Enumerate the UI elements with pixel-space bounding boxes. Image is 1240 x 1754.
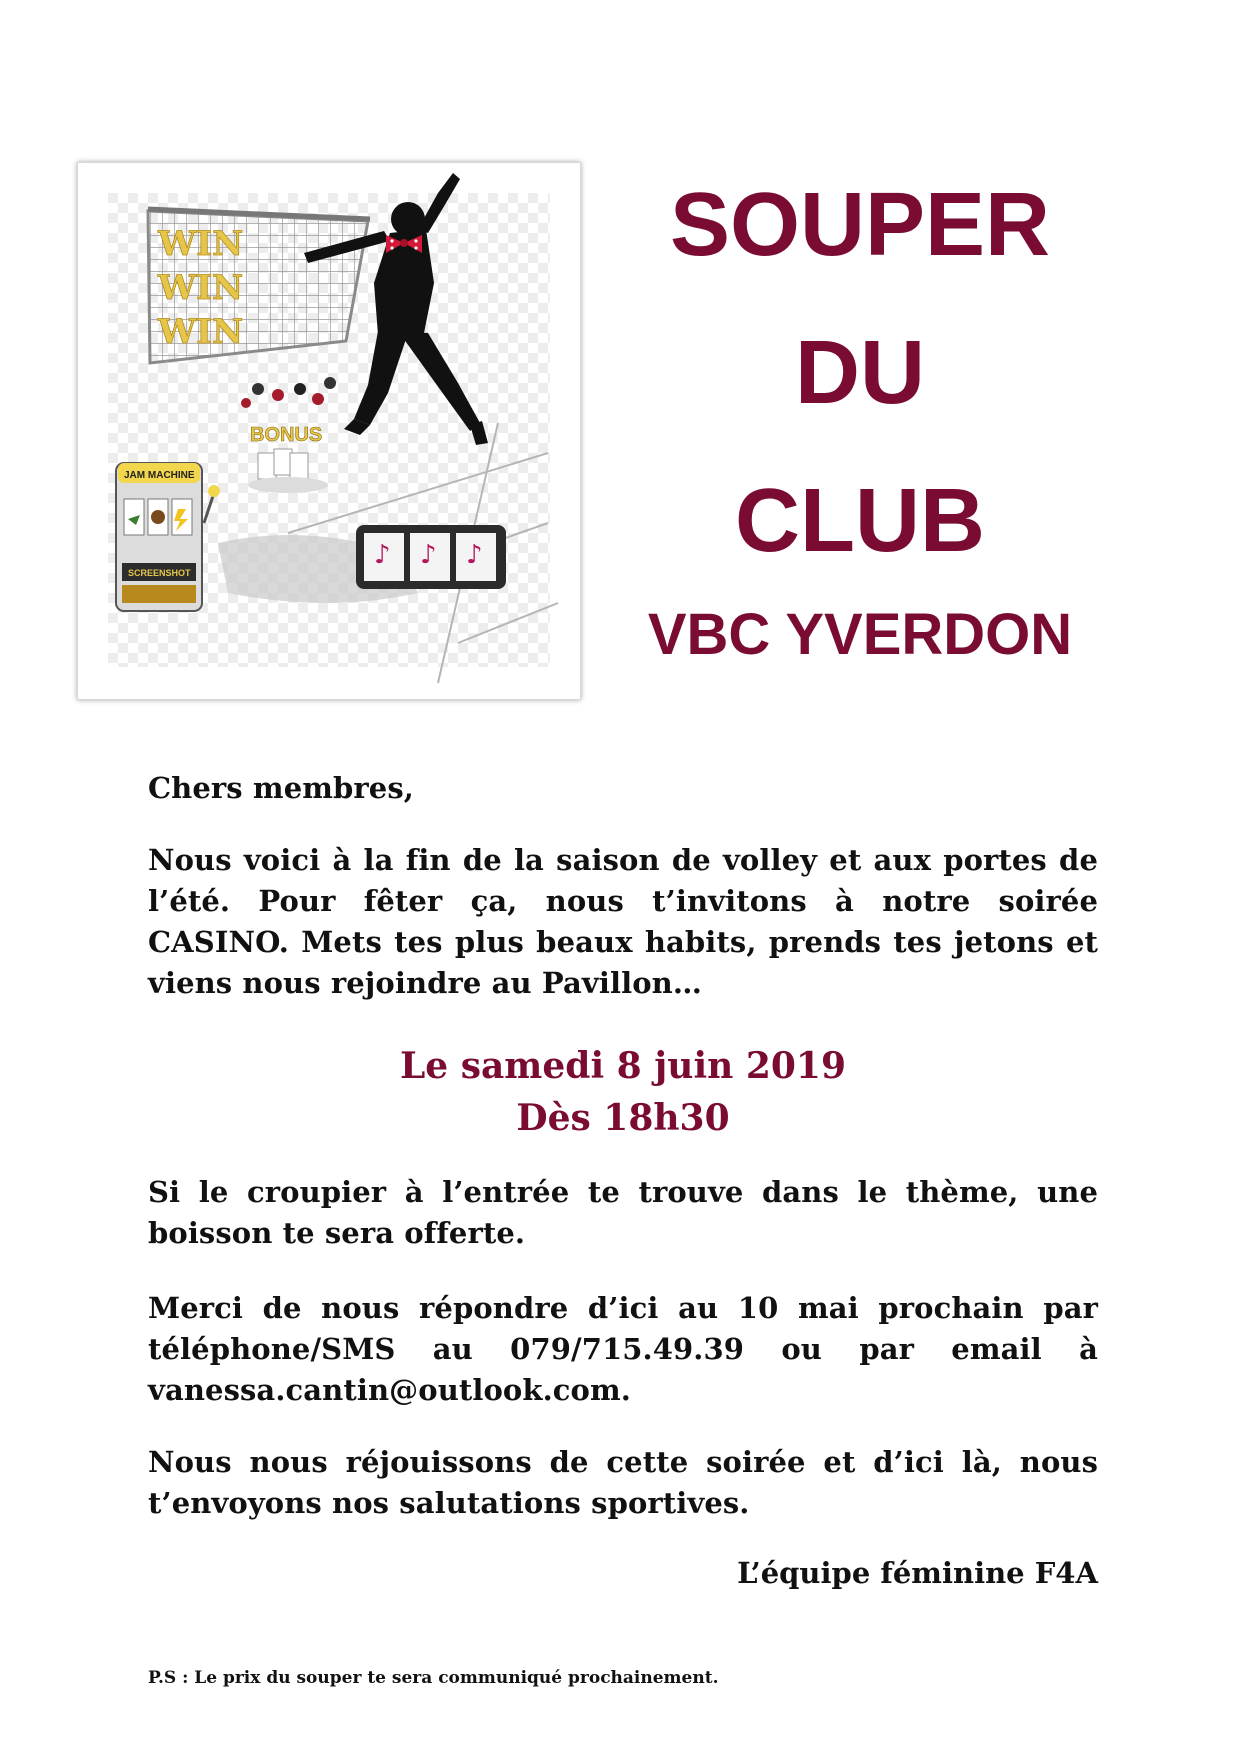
svg-text:♪: ♪: [466, 540, 483, 570]
invitation-paragraph: Nous voici à la fin de la saison de volley et aux portes de l’été. Pour fêter ça, nous t’invitons à notre soirée CASINO. Mets tes plus beaux habits, prends tes jetons et viens nous rejoindre au Pavillon…: [148, 843, 1098, 1000]
closing-paragraph: Nous nous réjouissons de cette soirée et d’ici là, nous t’envoyons nos salutations sportives.: [148, 1445, 1098, 1520]
title-du: DU: [795, 323, 925, 423]
title-souper: SOUPER: [669, 175, 1051, 275]
music-reels-icon: [356, 525, 506, 589]
win-text-3: WIN: [158, 312, 244, 352]
event-details: [148, 1040, 1098, 1144]
win-text-2: WIN: [158, 268, 244, 308]
casino-volleyball-illustration: [77, 162, 581, 700]
greeting: Chers membres,: [148, 771, 414, 805]
slot-machine-footer: SCREENSHOT: [128, 568, 191, 578]
title-club: CLUB: [735, 471, 985, 571]
slot-machine-label: JAM MACHINE: [124, 470, 195, 481]
illustration-graphic: [78, 163, 580, 699]
svg-text:♪: ♪: [374, 540, 391, 570]
rsvp-paragraph: Merci de nous répondre d’ici au 10 mai prochain par téléphone/SMS au 079/715.49.39 ou par email à vanessa.cantin@outlook.com.: [148, 1291, 1098, 1407]
dress-code-paragraph: Si le croupier à l’entrée te trouve dans le thème, une boisson te sera offerte.: [148, 1175, 1098, 1250]
bonus-label: BONUS: [250, 424, 323, 446]
win-banner: [157, 224, 243, 352]
title-vbc-yverdon: VBC YVERDON: [647, 602, 1073, 667]
event-date: Le samedi 8 juin 2019: [399, 1045, 847, 1087]
postscript: P.S : Le prix du souper te sera communiqué prochainement.: [148, 1668, 719, 1688]
event-time: Dès 18h30: [516, 1097, 730, 1139]
win-text-1: WIN: [158, 224, 244, 264]
svg-text:♪: ♪: [420, 540, 437, 570]
signature: L’équipe féminine F4A: [737, 1556, 1098, 1590]
